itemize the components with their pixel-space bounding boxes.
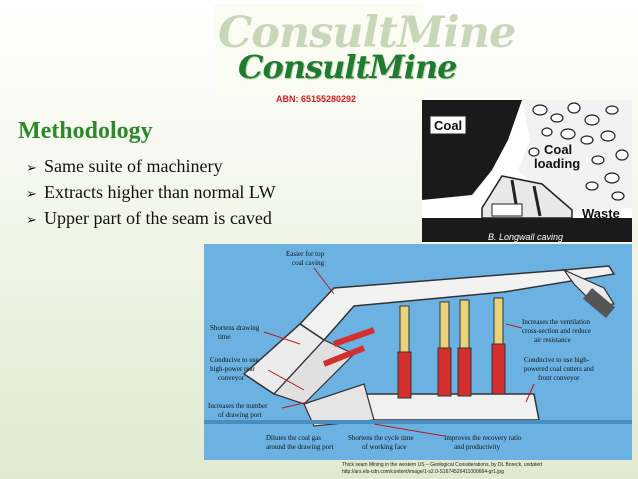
label-ventilation-2: cross-section and reduce [522,327,591,335]
label-conducive-rear-3: conveyor [218,374,245,382]
bullet-list [26,154,276,232]
label-conducive-rear-1: Conducive to use [210,356,259,364]
coal-label: Coal [434,118,463,133]
longwall-caving-sketch [422,100,632,242]
caving-illustration [422,100,632,242]
consultmine-logo [214,4,516,94]
arrow-bullet-icon: ➢ [26,212,37,227]
label-shortens-drawing-1: Shortens drawing [210,324,260,332]
label-conducive-front-2: powered coal cutters and [524,365,594,373]
coal-loading-label-1: Coal [544,142,573,157]
caption-url: http://ars.els-cdn.com/content/image/1-s2.0-S1674526411000664-gr1.jpg [342,469,504,475]
label-dilutes-gas-1: Dilutes the coal gas [266,434,322,442]
label-recovery-ratio-1: Improves the recovery ratio [444,434,522,442]
bullet-text: Extracts higher than normal LW [44,182,276,202]
bullet-item [26,206,276,232]
label-increases-port-1: Increases the number [208,402,268,410]
label-cycle-time-2: of working face [362,443,407,451]
coal-loading-label-2: loading [534,156,581,171]
label-increases-port-2: of drawing port [218,411,262,419]
bullet-item [26,180,276,206]
label-conducive-front-1: Conducive to use high- [524,356,590,364]
arrow-bullet-icon: ➢ [26,186,37,201]
shield-support-diagram [204,244,632,460]
label-ventilation-1: Increases the ventilation [522,318,591,326]
label-easier-caving-1: Easier for top [286,250,325,258]
logo-watermark: ConsultMine [218,8,516,58]
label-dilutes-gas-2: around the drawing port [266,443,334,451]
logo-text: ConsultMine [238,48,457,86]
label-conducive-front-3: front conveyor [538,374,580,382]
caption-line-1: Thick seam Mining in the western US – Geological Considerations, by DL Boreck, undated [342,462,542,468]
slide-title: Methodology [18,118,153,144]
waste-label: Waste [582,206,620,221]
label-cycle-time-1: Shortens the cycle time [348,434,414,442]
source-caption [342,462,634,476]
label-shortens-drawing-2: time [218,333,231,341]
label-recovery-ratio-2: and productivity [454,443,501,451]
bullet-text: Upper part of the seam is caved [44,208,272,228]
label-easier-caving-2: coal caving [292,259,325,267]
abn-number: ABN: 65155280292 [276,94,357,104]
arrow-bullet-icon: ➢ [26,160,37,175]
label-ventilation-3: air resistance [534,336,571,344]
caving-caption-fragment: B. Longwall caving [488,232,564,242]
label-conducive-rear-2: high-power rear [210,365,255,373]
bullet-item [26,154,276,180]
shield-illustration [204,244,632,460]
bullet-text: Same suite of machinery [44,156,223,176]
